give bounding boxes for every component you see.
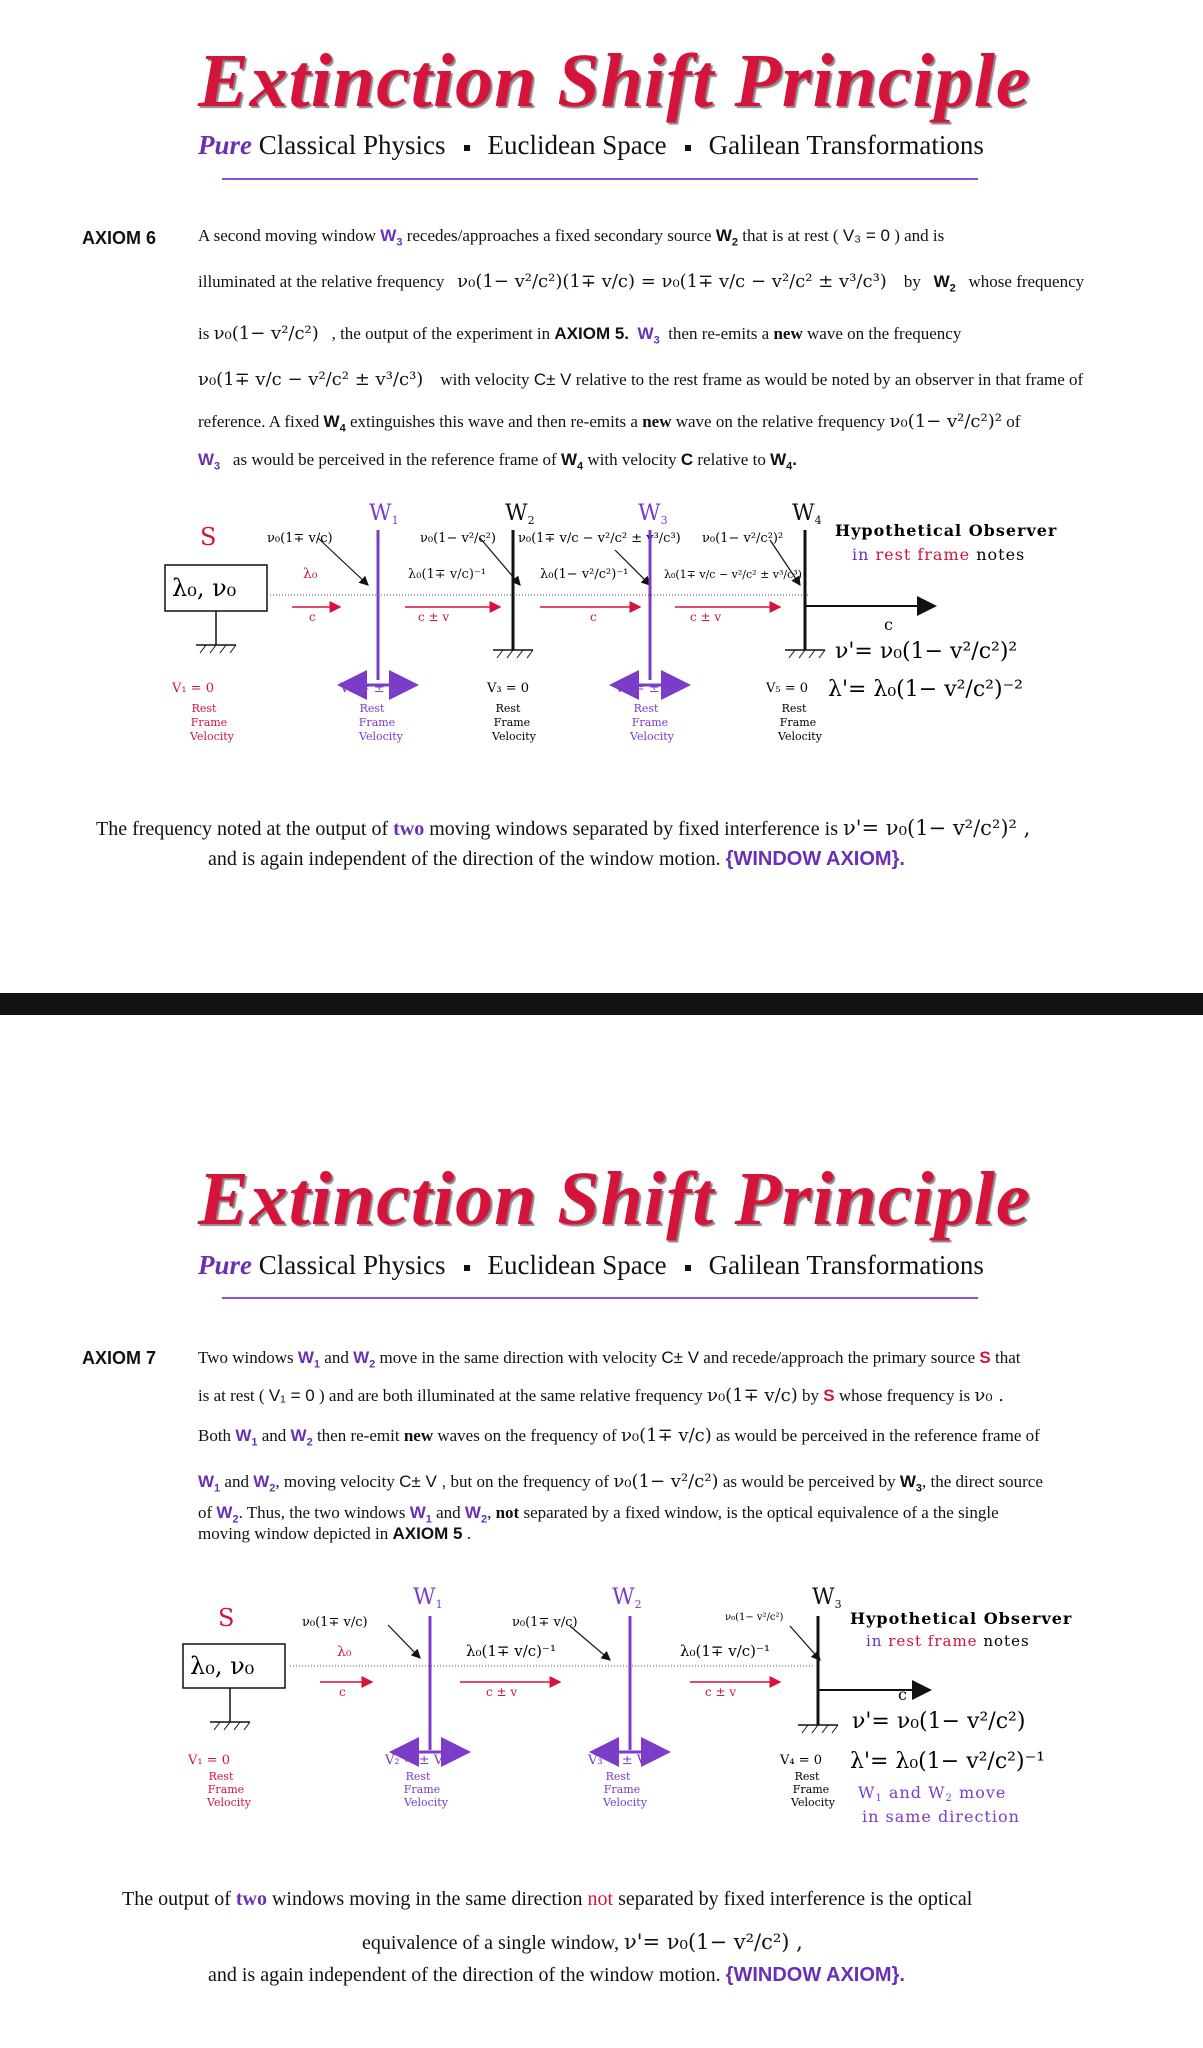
freq-label: ν₀(1− v²/c²) bbox=[725, 1612, 784, 1623]
frequency-expr: ν₀(1− v²/c²) bbox=[213, 323, 319, 344]
text: as would be perceived in the reference frame of bbox=[716, 1426, 1040, 1445]
svg-text:Frame: Frame bbox=[493, 716, 531, 729]
svg-text:Frame: Frame bbox=[603, 1783, 641, 1796]
speed-label: c ± v bbox=[418, 610, 450, 624]
window-ref: $W_1$ bbox=[297, 1348, 321, 1371]
bullet-icon bbox=[685, 1265, 691, 1271]
svg-text:Rest: Rest bbox=[605, 1770, 631, 1783]
velocity-label: V₃ = ± V bbox=[588, 1753, 647, 1768]
svg-text:Rest: Rest bbox=[208, 1770, 234, 1783]
wavelength-label: λ₀(1∓ v/c)⁻¹ bbox=[466, 1642, 556, 1660]
text: new bbox=[773, 324, 803, 343]
text: but on the frequency of bbox=[450, 1472, 610, 1491]
rest-frame-labels bbox=[189, 702, 823, 743]
window-ref: $W_1$ bbox=[198, 1472, 221, 1495]
same-direction-note: W1 and W2 move bbox=[858, 1783, 1007, 1804]
svg-text:Velocity: Velocity bbox=[207, 1796, 251, 1809]
svg-text:Frame: Frame bbox=[792, 1783, 830, 1796]
frequency-expr: ν₀(1− v²/c²)² bbox=[889, 411, 1002, 432]
window-ref: $W_3$ bbox=[637, 324, 660, 347]
svg-text:Velocity: Velocity bbox=[603, 1796, 647, 1809]
window-ref: $W_4$. bbox=[770, 450, 797, 473]
text: Both bbox=[198, 1426, 232, 1445]
velocity-label: V₁ = 0 bbox=[188, 1753, 231, 1768]
velocity-expr: V₁ = 0 bbox=[268, 1386, 315, 1405]
rest-frame-labels bbox=[206, 1770, 836, 1809]
text: waves on the frequency of bbox=[437, 1426, 617, 1445]
text: and bbox=[261, 1426, 287, 1445]
frequency-expr: ν₀(1∓ v/c) bbox=[620, 1425, 712, 1446]
conclusion-line-3 bbox=[208, 1964, 905, 1987]
text: . bbox=[466, 1524, 471, 1543]
svg-text:Rest: Rest bbox=[405, 1770, 431, 1783]
velocity-expr: C± V , bbox=[399, 1472, 447, 1491]
hyp-observer-title: Hypothetical Observer bbox=[835, 521, 1058, 540]
frequency-expr: ν₀(1− v²/c²) bbox=[613, 1471, 719, 1492]
window-3-label: W3 bbox=[812, 1585, 842, 1611]
output-frequency: ν'= ν₀(1− v²/c²) bbox=[852, 1709, 1026, 1734]
window-ref: $W_3$ bbox=[380, 226, 403, 249]
speed-label: c bbox=[590, 610, 597, 624]
conclusion-line-1 bbox=[122, 1888, 972, 1911]
window-4-label: W4 bbox=[792, 501, 822, 527]
text: The output of bbox=[122, 1888, 231, 1910]
bullet-icon bbox=[464, 145, 470, 151]
text: and is again independent of the direction of the window motion. bbox=[208, 1964, 721, 1986]
text: new bbox=[642, 412, 672, 431]
velocity-expr: C± V bbox=[661, 1348, 700, 1367]
wavelength-label: λ₀ bbox=[337, 1644, 352, 1660]
svg-text:Rest: Rest bbox=[191, 702, 217, 715]
axiom-line-3 bbox=[198, 324, 961, 350]
window-ref: $W_1$ bbox=[235, 1426, 258, 1449]
text: of bbox=[198, 1503, 213, 1522]
velocity-label: V₄ = 0 bbox=[780, 1753, 823, 1768]
subtitle-part-1: Classical Physics bbox=[258, 1250, 446, 1280]
hyp-observer-sub: in rest frame notes bbox=[852, 545, 1026, 564]
axiom-ref: AXIOM 5. bbox=[554, 324, 630, 343]
svg-text:Velocity: Velocity bbox=[359, 730, 403, 743]
axiom-line-5 bbox=[198, 412, 1020, 438]
svg-text:Velocity: Velocity bbox=[190, 730, 234, 743]
source-label: S bbox=[218, 1604, 235, 1632]
text: The frequency noted at the output of bbox=[96, 818, 389, 840]
svg-text:Frame: Frame bbox=[207, 1783, 245, 1796]
svg-text:Rest: Rest bbox=[495, 702, 521, 715]
text: by bbox=[903, 272, 921, 291]
frequency-expr: ν₀(1− v²/c²)(1∓ v/c) = ν₀(1∓ v/c − v²/c² ± v³/c³) bbox=[457, 271, 887, 292]
svg-text:Velocity: Velocity bbox=[404, 1796, 448, 1809]
output-speed: c bbox=[884, 615, 893, 634]
output-speed: c bbox=[898, 1685, 907, 1704]
freq-label: ν₀(1− v²/c²) bbox=[420, 531, 496, 546]
freq-label: ν₀(1∓ v/c) bbox=[512, 1615, 578, 1630]
axiom-6-diagram bbox=[0, 490, 1203, 770]
speed-label: c ± v bbox=[690, 610, 722, 624]
wavelength-label: λ₀(1∓ v/c − v²/c² ± v³/c³) bbox=[664, 568, 802, 581]
window-ref: $W_2$ bbox=[464, 1503, 488, 1526]
source-label: S bbox=[200, 523, 217, 551]
text: extinguishes this wave and then re-emits a bbox=[349, 412, 638, 431]
output-wavelength: λ'= λ₀(1− v²/c²)⁻¹ bbox=[850, 1749, 1046, 1774]
wavelength-label: λ₀(1∓ v/c)⁻¹ bbox=[408, 567, 486, 582]
svg-text:Velocity: Velocity bbox=[778, 730, 822, 743]
velocity-expr: V₃ = 0 bbox=[842, 226, 890, 245]
text: whose frequency is bbox=[838, 1386, 971, 1405]
formula: ν'= ν₀(1− v²/c²)² , bbox=[843, 816, 1031, 840]
source-lambda-nu: λ₀, ν₀ bbox=[172, 574, 237, 602]
window-2-label: W2 bbox=[612, 1585, 642, 1611]
axiom-ref: AXIOM 5 bbox=[392, 1524, 463, 1543]
subtitle-pure: Pure bbox=[198, 1250, 252, 1280]
text: and is again independent of the direction of the window motion. bbox=[208, 848, 721, 870]
velocity-label: V₃ = 0 bbox=[487, 681, 530, 696]
wavelength-label: λ₀ bbox=[303, 566, 318, 582]
subtitle-part-1: Classical Physics bbox=[258, 130, 446, 160]
axiom-line-6 bbox=[198, 1524, 471, 1544]
text: by bbox=[802, 1386, 820, 1405]
page-separator bbox=[0, 993, 1203, 1015]
text: and bbox=[436, 1503, 461, 1522]
axiom-line-4 bbox=[198, 370, 1083, 390]
text: that is at rest ( bbox=[742, 226, 839, 245]
text: with velocity bbox=[587, 450, 677, 469]
speed-label: c ± v bbox=[705, 1685, 737, 1699]
text: whose frequency bbox=[968, 272, 1085, 291]
velocity-label: V₅ = 0 bbox=[766, 681, 809, 696]
text: Two windows bbox=[198, 1348, 294, 1367]
text: moving window depicted in bbox=[198, 1524, 389, 1543]
svg-text:Frame: Frame bbox=[779, 716, 817, 729]
axiom-line-6 bbox=[198, 450, 797, 476]
text: two bbox=[393, 818, 425, 840]
axiom-line-1 bbox=[198, 226, 944, 252]
source-ref: S bbox=[979, 1348, 991, 1367]
subtitle-pure: Pure bbox=[198, 130, 252, 160]
svg-text:Rest: Rest bbox=[794, 1770, 820, 1783]
freq-label: ν₀(1∓ v/c) bbox=[267, 531, 333, 546]
window-ref: $W_2$ bbox=[216, 1503, 239, 1526]
svg-text:Frame: Frame bbox=[631, 716, 669, 729]
text: separated by fixed interference is the optical bbox=[618, 1888, 973, 1910]
text: wave on the relative frequency bbox=[675, 412, 886, 431]
output-frequency: ν'= ν₀(1− v²/c²)² bbox=[835, 639, 1018, 664]
text: of bbox=[1006, 412, 1021, 431]
subtitle-part-3: Galilean Transformations bbox=[708, 130, 984, 160]
title-divider bbox=[222, 1297, 978, 1299]
text: , the direct source bbox=[922, 1472, 1043, 1491]
same-direction-note: in same direction bbox=[862, 1807, 1020, 1826]
window-1-label: W1 bbox=[369, 501, 399, 527]
text: is at rest ( bbox=[198, 1386, 265, 1405]
axiom-7-diagram bbox=[0, 1580, 1203, 1840]
page-subtitle bbox=[198, 130, 984, 161]
text: recedes/approaches a fixed secondary source bbox=[406, 226, 712, 245]
text: as would be perceived in the reference frame of bbox=[232, 450, 557, 469]
hyp-observer-sub: in rest frame notes bbox=[866, 1632, 1030, 1650]
text: illuminated at the relative frequency bbox=[198, 272, 445, 291]
svg-text:Velocity: Velocity bbox=[791, 1796, 835, 1809]
svg-text:Rest: Rest bbox=[359, 702, 385, 715]
text: two bbox=[235, 1888, 267, 1910]
window-2-label: W2 bbox=[505, 501, 535, 527]
text: , bbox=[487, 1503, 492, 1522]
formula: ν'= ν₀(1− v²/c²) , bbox=[623, 1930, 803, 1954]
axiom-label: AXIOM 7 bbox=[82, 1348, 157, 1368]
text: not bbox=[587, 1888, 614, 1910]
velocity-label: V₂ = ± V bbox=[385, 1753, 444, 1768]
text: separated by a fixed window, is the optical equivalence of a the single bbox=[523, 1503, 999, 1522]
text: new bbox=[403, 1426, 434, 1445]
text: equivalence of a single window, bbox=[362, 1932, 619, 1954]
text: moving windows separated by fixed interference is bbox=[429, 818, 838, 840]
bullet-icon bbox=[685, 145, 691, 151]
speed-label: c bbox=[339, 1685, 346, 1699]
text: , the output of the experiment in bbox=[331, 324, 551, 343]
text: then re-emit bbox=[316, 1426, 400, 1445]
wavelength-label: λ₀(1∓ v/c)⁻¹ bbox=[680, 1642, 770, 1660]
subtitle-part-2: Euclidean Space bbox=[487, 1250, 667, 1280]
text: relative to the rest frame as would be noted by an observer in that frame of bbox=[575, 370, 1084, 389]
text: . Thus, the two windows bbox=[238, 1503, 406, 1522]
window-ref: $W_1$ bbox=[409, 1503, 432, 1526]
bullet-icon bbox=[464, 1265, 470, 1271]
window-ref: $W_3$ bbox=[899, 1472, 923, 1495]
axiom-line-2 bbox=[198, 272, 1084, 298]
velocity-expr: C± V bbox=[533, 370, 572, 389]
text: and bbox=[324, 1348, 349, 1367]
text: and bbox=[224, 1472, 249, 1491]
frequency-expr: ν₀(1∓ v/c − v²/c² ± v³/c³) bbox=[198, 369, 424, 390]
page-title: Extinction Shift Principle bbox=[198, 1157, 1031, 1241]
freq-label: ν₀(1− v²/c²)² bbox=[702, 531, 784, 546]
velocity-label: V₄ = ± V bbox=[615, 681, 674, 696]
page-subtitle bbox=[198, 1250, 984, 1281]
svg-text:Frame: Frame bbox=[190, 716, 228, 729]
window-ref: $W_3$ bbox=[198, 450, 221, 473]
text: and recede/approach the primary source bbox=[703, 1348, 976, 1367]
axiom-label: AXIOM 6 bbox=[82, 228, 157, 248]
svg-text:Velocity: Velocity bbox=[492, 730, 536, 743]
text: wave on the frequency bbox=[807, 324, 962, 343]
velocity-label: V₁ = 0 bbox=[172, 681, 215, 696]
svg-text:Rest: Rest bbox=[633, 702, 659, 715]
svg-text:Frame: Frame bbox=[358, 716, 396, 729]
frequency-expr: ν₀(1∓ v/c) bbox=[707, 1385, 798, 1406]
text: as would be perceived by bbox=[722, 1472, 896, 1491]
subtitle-part-2: Euclidean Space bbox=[487, 130, 667, 160]
velocity-label: V₂ = ± V bbox=[340, 681, 399, 696]
window-1-label: W1 bbox=[413, 1585, 443, 1611]
speed-label: c bbox=[309, 610, 316, 624]
svg-text:Frame: Frame bbox=[403, 1783, 441, 1796]
window-ref: $W_2$ bbox=[290, 1426, 313, 1449]
page-title: Extinction Shift Principle bbox=[198, 39, 1031, 123]
text: windows moving in the same direction bbox=[271, 1888, 583, 1910]
freq-label: ν₀(1∓ v/c) bbox=[302, 1615, 368, 1630]
title-divider bbox=[222, 178, 978, 180]
axiom-line-2 bbox=[198, 1386, 1004, 1406]
text: ) and are both illuminated at the same relative frequency bbox=[318, 1386, 703, 1405]
text: with velocity bbox=[440, 370, 530, 389]
window-ref: $W_2$ bbox=[933, 272, 956, 295]
text: reference. A fixed bbox=[198, 412, 320, 431]
text: , moving velocity bbox=[275, 1472, 395, 1491]
subtitle-part-3: Galilean Transformations bbox=[708, 1250, 984, 1280]
text: that bbox=[995, 1348, 1021, 1367]
window-3-label: W3 bbox=[638, 501, 668, 527]
velocity-expr: C bbox=[680, 450, 694, 469]
conclusion-line-2 bbox=[208, 848, 905, 871]
window-ref: $W_4$ bbox=[323, 412, 346, 435]
text: then re-emits a bbox=[668, 324, 770, 343]
text: A second moving window bbox=[198, 226, 377, 245]
window-ref: $W_2$ bbox=[253, 1472, 276, 1495]
conclusion-line-2 bbox=[362, 1930, 803, 1955]
source-ref: S bbox=[823, 1386, 835, 1405]
window-ref: $W_4$ bbox=[560, 450, 584, 473]
conclusion-line-1 bbox=[96, 816, 1030, 841]
text: move in the same direction with velocity bbox=[379, 1348, 658, 1367]
svg-text:Velocity: Velocity bbox=[630, 730, 674, 743]
text: ) and is bbox=[894, 226, 945, 245]
frequency-expr: ν₀ . bbox=[974, 1385, 1004, 1406]
axiom-line-4 bbox=[198, 1472, 1043, 1498]
window-axiom-tag: {WINDOW AXIOM}. bbox=[725, 1964, 905, 1986]
text: not bbox=[495, 1503, 520, 1522]
hyp-observer-title: Hypothetical Observer bbox=[850, 1609, 1073, 1628]
window-axiom-tag: {WINDOW AXIOM}. bbox=[725, 848, 905, 870]
speed-label: c ± v bbox=[486, 1685, 518, 1699]
freq-label: ν₀(1∓ v/c − v²/c² ± v³/c³) bbox=[518, 531, 681, 546]
axiom-line-1 bbox=[198, 1348, 1021, 1374]
svg-text:Rest: Rest bbox=[781, 702, 807, 715]
output-wavelength: λ'= λ₀(1− v²/c²)⁻² bbox=[828, 677, 1024, 702]
axiom-line-3 bbox=[198, 1426, 1040, 1452]
window-ref: $W_2$ bbox=[353, 1348, 376, 1371]
source-lambda-nu: λ₀, ν₀ bbox=[190, 1652, 255, 1680]
text: relative to bbox=[697, 450, 766, 469]
window-ref: $W_2$ bbox=[715, 226, 739, 249]
text: is bbox=[198, 324, 210, 343]
wavelength-label: λ₀(1− v²/c²)⁻¹ bbox=[540, 567, 629, 582]
